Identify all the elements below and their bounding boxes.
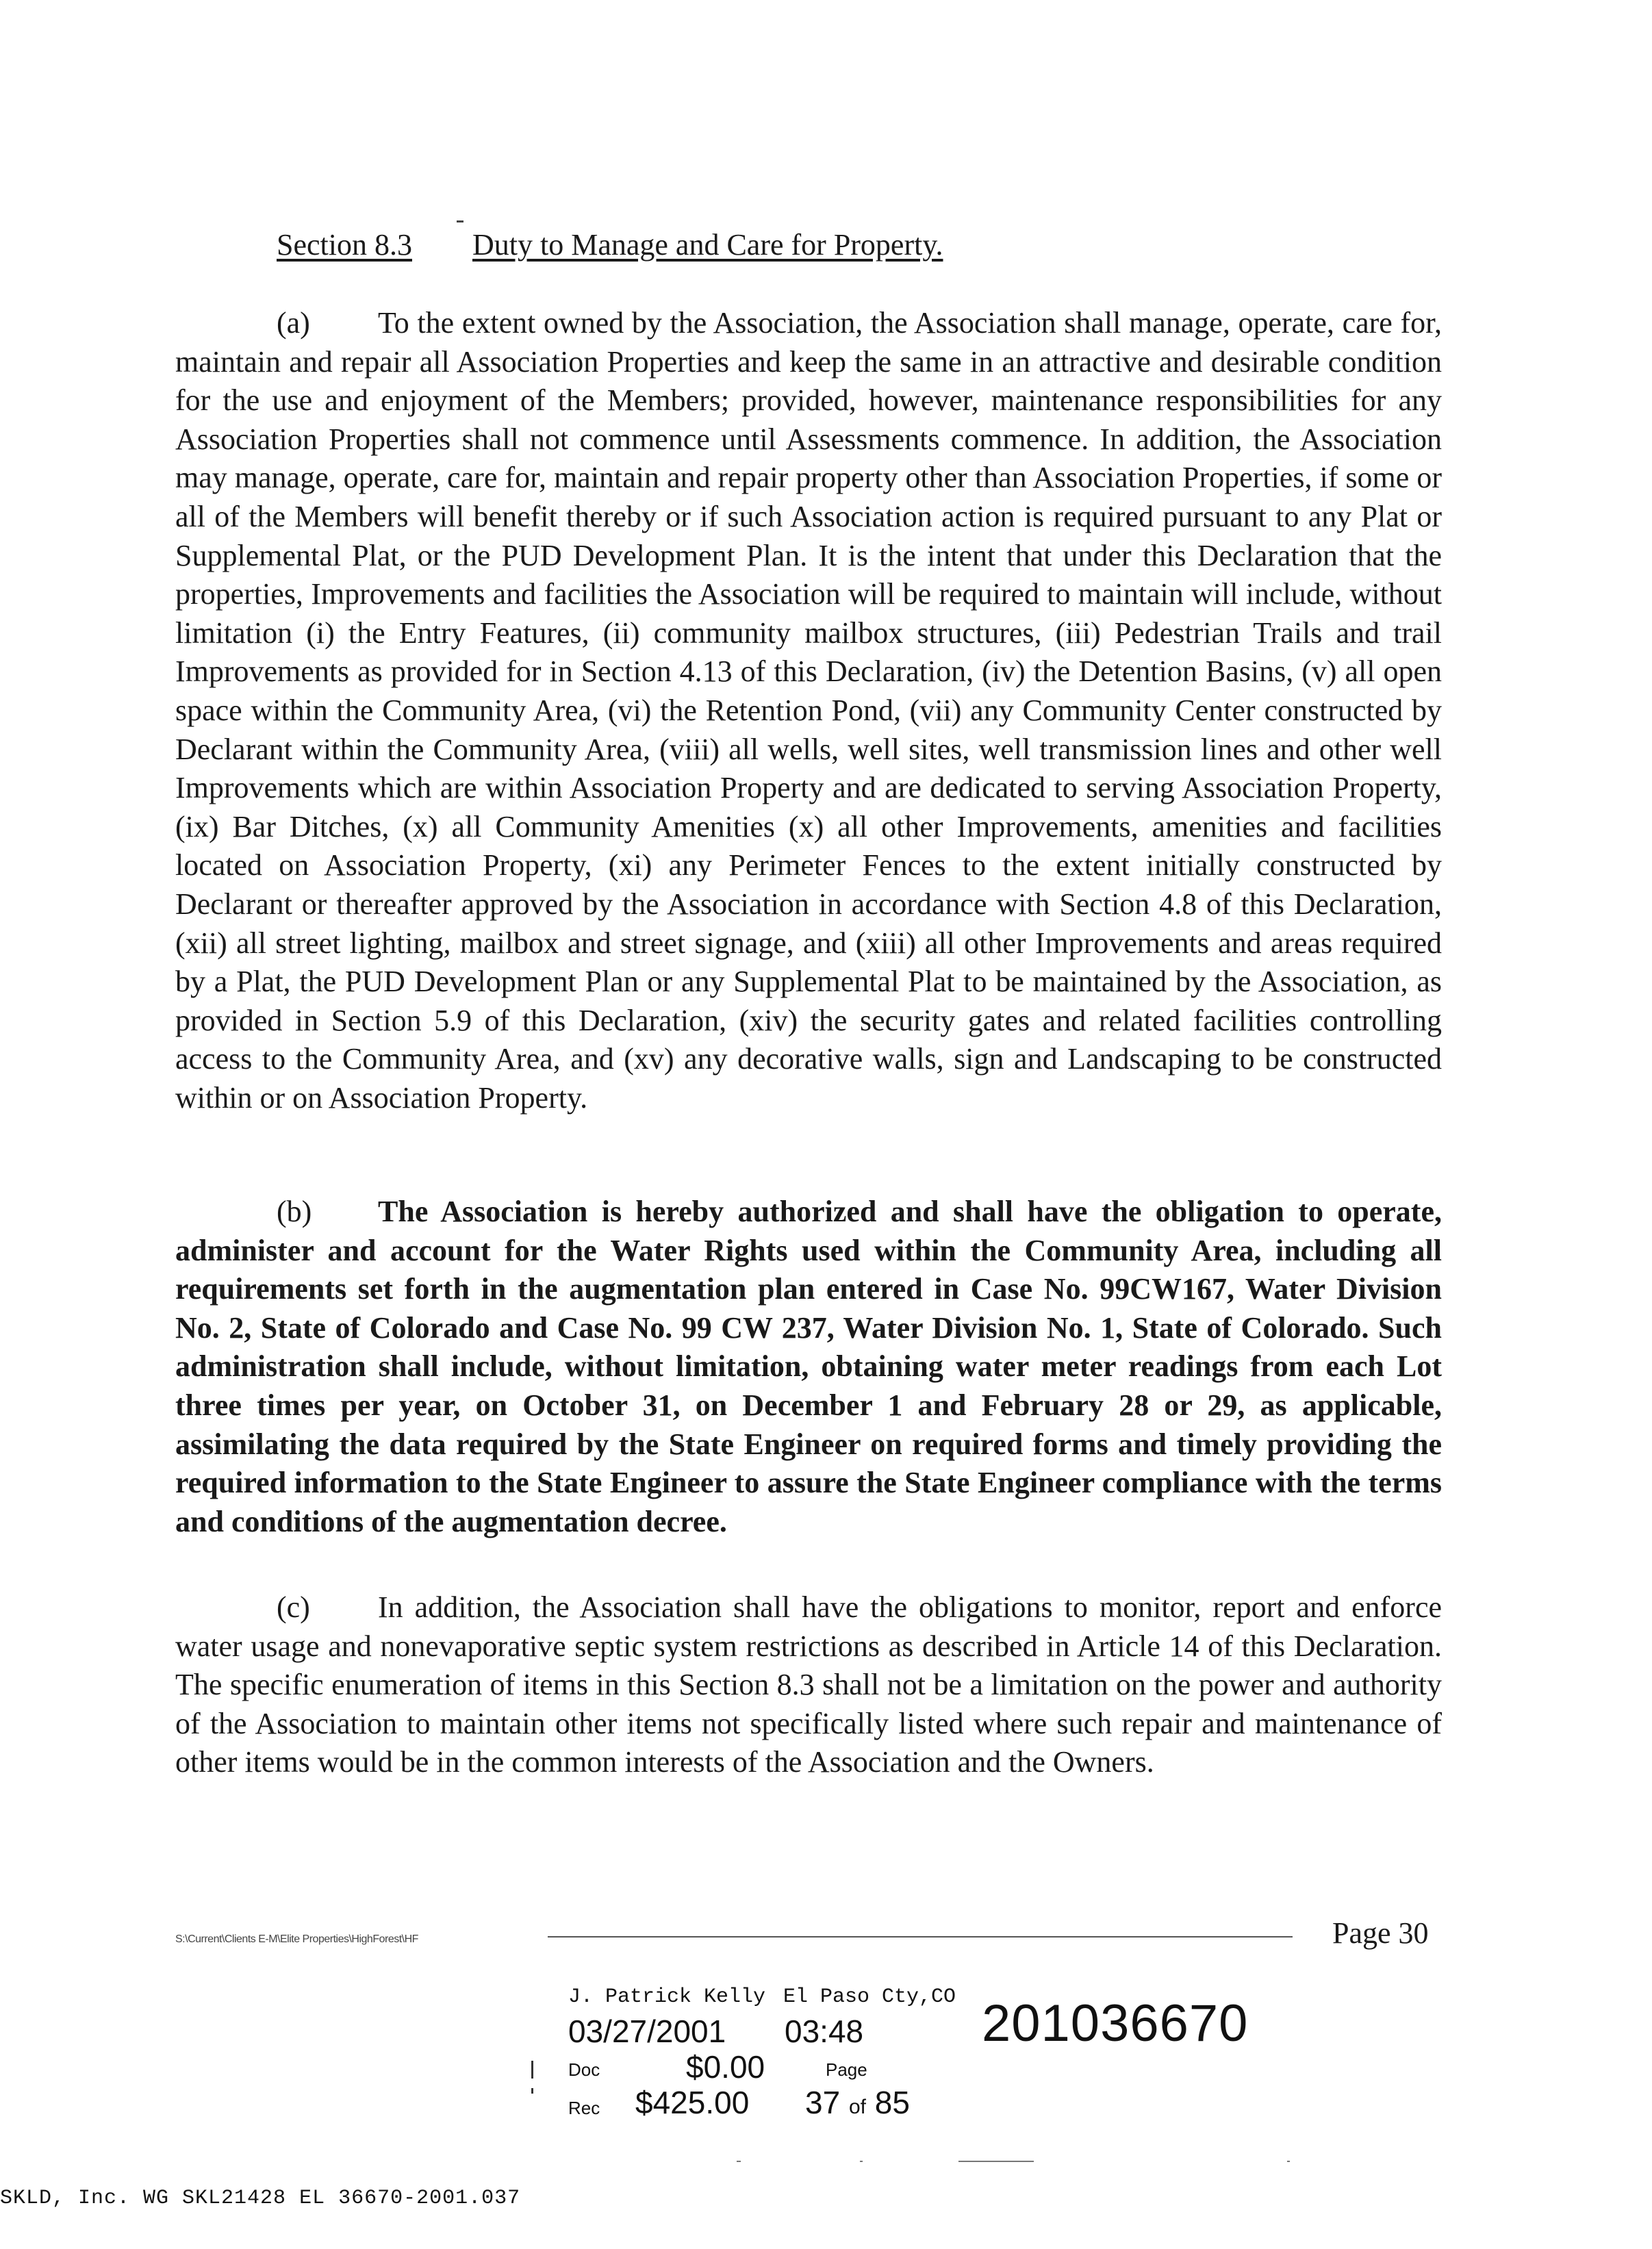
stamp-rec-label: Rec (568, 2098, 600, 2118)
paragraph-b-label: (b) (277, 1195, 312, 1228)
section-heading (277, 226, 943, 264)
stamp-date: 03/27/2001 (568, 2013, 726, 2049)
page-number: Page 30 (1332, 1916, 1429, 1950)
paragraph-c-label: (c) (277, 1590, 310, 1624)
scan-mark (860, 2161, 863, 2162)
section-number: Section 8.3 (277, 228, 412, 262)
paragraph-c (175, 1588, 1442, 1782)
stamp-page-total: 85 (874, 2085, 910, 2120)
paragraph-c-text: In addition, the Association shall have the obligations to monitor, report and enforce water usage and nonevaporative septic system restrictions as described in Article 14 of this Declaration. The specific enumeration of items in this Section 8.3 shall not be a limitation on the power and authority of the Association to maintain other items not specifically listed where such repair and maintenance of other items would be in the common interests of the Association and the Owners. (175, 1590, 1442, 1779)
scan-mark (737, 2161, 741, 2162)
stamp-page-count (805, 2084, 910, 2121)
scan-mark (531, 2088, 533, 2094)
stamp-time: 03:48 (785, 2013, 864, 2049)
document-id: SKLD, Inc. WG SKL21428 EL 36670-2001.037 (0, 2187, 521, 2210)
scan-mark (531, 2061, 533, 2079)
footer-file-path: S:\Current\Clients E-M\Elite Properties\HighForest\HF (175, 1933, 418, 1945)
stamp-page-current: 37 (805, 2085, 841, 2120)
stamp-location: El Paso Cty,CO (783, 1985, 956, 2009)
scan-mark (958, 2161, 1034, 2162)
paragraph-b-text: The Association is hereby authorized and shall have the obligation to operate, administer and account for the Water Rights used within the Community Area, including all requirements set forth in the augmentation plan entered in Case No. 99CW167, Water Division No. 2, State of Colorado and Case No. 99 CW 237, Water Division No. 1, State of Colorado. Such administration shall include, without limitation, obtaining water meter readings from each Lot three times per year, on October 31, on December 1 and February 28 or 29, as applicable, assimilating the data required by the State Engineer on required forms and timely providing the required information to the State Engineer to assure the State Engineer compliance with the terms and conditions of the augmentation decree. (175, 1195, 1442, 1538)
footer-rule (548, 1936, 1293, 1937)
scan-mark (1287, 2161, 1290, 2162)
paragraph-a-text: To the extent owned by the Association, the Association shall manage, operate, care for, maintain and repair all Association Properties and keep the same in an attractive and desirable condition for the use and enjoyment of the Members; provided, however, maintenance responsibilities for any Association Properties shall not commence until Assessments commence. In addition, the Association may manage, operate, care for, maintain and repair property other than Association Properties, if some or all of the Members will benefit thereby or if such Association action is required pursuant to any Plat or Supplemental Plat, or the PUD Development Plan. It is the intent that under this Declaration that the properties, Improvements and facilities the Association will be required to maintain will include, without limitation (i) the Entry Features, (ii) community mailbox structures, (iii) Pedestrian Trails and trail Improvements as provided for in Section 4.13 of this Declaration, (iv) the Detention Basins, (v) all open space within the Community Area, (vi) the Retention Pond, (vii) any Community Center constructed by Declarant within the Community Area, (viii) all wells, well sites, well transmission lines and other well Improvements which are within Association Property and are dedicated to serving Association Property, (ix) Bar Ditches, (x) all Community Amenities (x) all other Improvements, amenities and facilities located on Association Property, (xi) any Perimeter Fences to the extent initially constructed by Declarant or thereafter approved by the Association in accordance with Section 4.8 of this Declaration, (xii) all street lighting, mailbox and street signage, and (xiii) all other Improvements and areas required by a Plat, the PUD Development Plan or any Supplemental Plat to be maintained by the Association, as provided in Section 5.9 of this Declaration, (xiv) the security gates and related facilities controlling access to the Community Area, and (xv) any decorative walls, sign and Landscaping to be constructed within or on Association Property. (175, 306, 1442, 1115)
paragraph-a-label: (a) (277, 306, 310, 340)
stamp-of-label: of (848, 2096, 866, 2118)
stamp-doc-fee: $0.00 (686, 2049, 765, 2085)
stamp-page-label: Page (826, 2059, 867, 2080)
stamp-recorder: J. Patrick Kelly (568, 1985, 766, 2009)
paragraph-a (175, 304, 1442, 1117)
scan-mark (457, 220, 463, 223)
stamp-rec-fee: $425.00 (635, 2085, 750, 2120)
section-title: Duty to Manage and Care for Property. (472, 228, 943, 262)
stamp-doc-label: Doc (568, 2059, 600, 2080)
paragraph-b (175, 1193, 1442, 1541)
stamp-reception-number: 201036670 (982, 1994, 1249, 2053)
